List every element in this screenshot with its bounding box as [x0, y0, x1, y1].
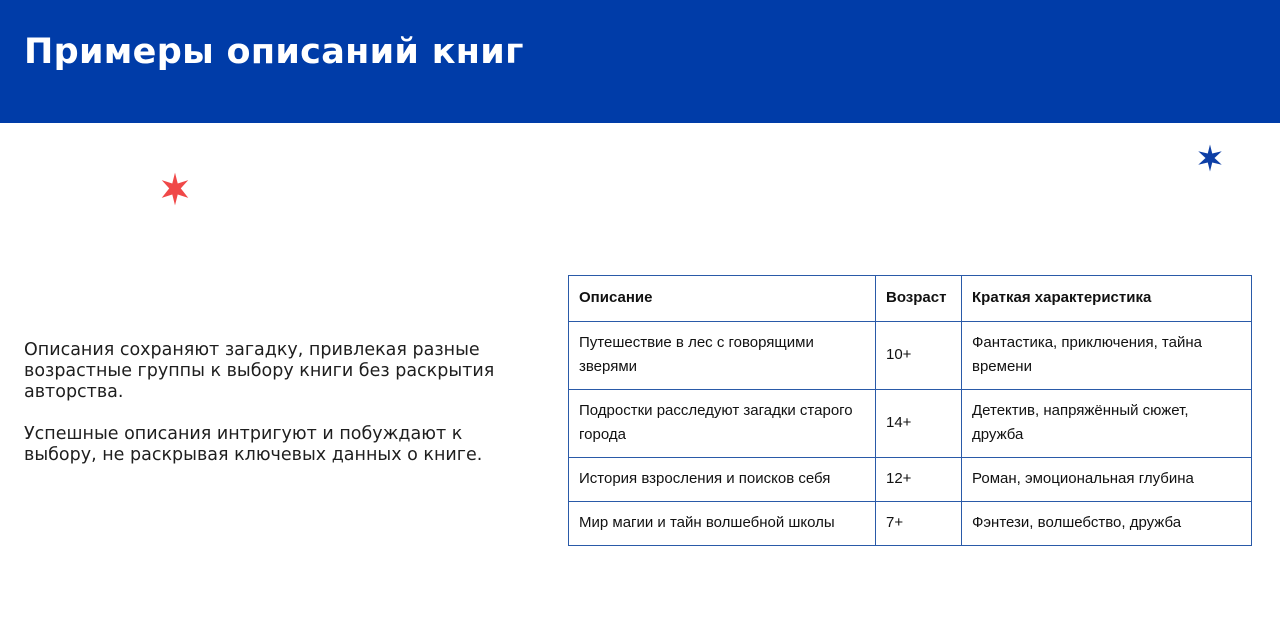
cell-description: История взросления и поисков себя: [569, 458, 876, 502]
column-header-description: Описание: [569, 276, 876, 322]
blue-star-shape: [1198, 145, 1222, 172]
column-header-characteristic: Краткая характеристика: [962, 276, 1252, 322]
cell-age: 14+: [876, 390, 962, 458]
cell-characteristic: Фэнтези, волшебство, дружба: [962, 502, 1252, 546]
table-row: [569, 458, 1252, 502]
cell-characteristic: Роман, эмоциональная глубина: [962, 458, 1252, 502]
cell-characteristic: Фантастика, приключения, тайна времени: [962, 322, 1252, 390]
page-title: Примеры описаний книг: [24, 32, 524, 72]
intro-text: [24, 340, 524, 466]
column-header-age: Возраст: [876, 276, 962, 322]
cell-age: 10+: [876, 322, 962, 390]
blue-star-icon: [1196, 144, 1224, 172]
cell-age: 12+: [876, 458, 962, 502]
header-banner: [0, 0, 1280, 123]
red-star-icon: [158, 172, 192, 206]
cell-description: Подростки расследуют загадки старого города: [569, 390, 876, 458]
red-star-shape: [162, 173, 189, 206]
book-descriptions-table: [568, 275, 1252, 546]
cell-age: 7+: [876, 502, 962, 546]
table-row: [569, 322, 1252, 390]
cell-description: Путешествие в лес с говорящими зверями: [569, 322, 876, 390]
cell-characteristic: Детектив, напряжённый сюжет, дружба: [962, 390, 1252, 458]
cell-description: Мир магии и тайн волшебной школы: [569, 502, 876, 546]
table-row: [569, 390, 1252, 458]
intro-paragraph-2: Успешные описания интригуют и побуждают к выбору, не раскрывая ключевых данных о книге.: [24, 424, 483, 465]
intro-paragraph-1: Описания сохраняют загадку, привлекая разные возрастные группы к выбору книги без раскрытия авторства.: [24, 340, 495, 402]
table-row: [569, 502, 1252, 546]
table-header-row: [569, 276, 1252, 322]
